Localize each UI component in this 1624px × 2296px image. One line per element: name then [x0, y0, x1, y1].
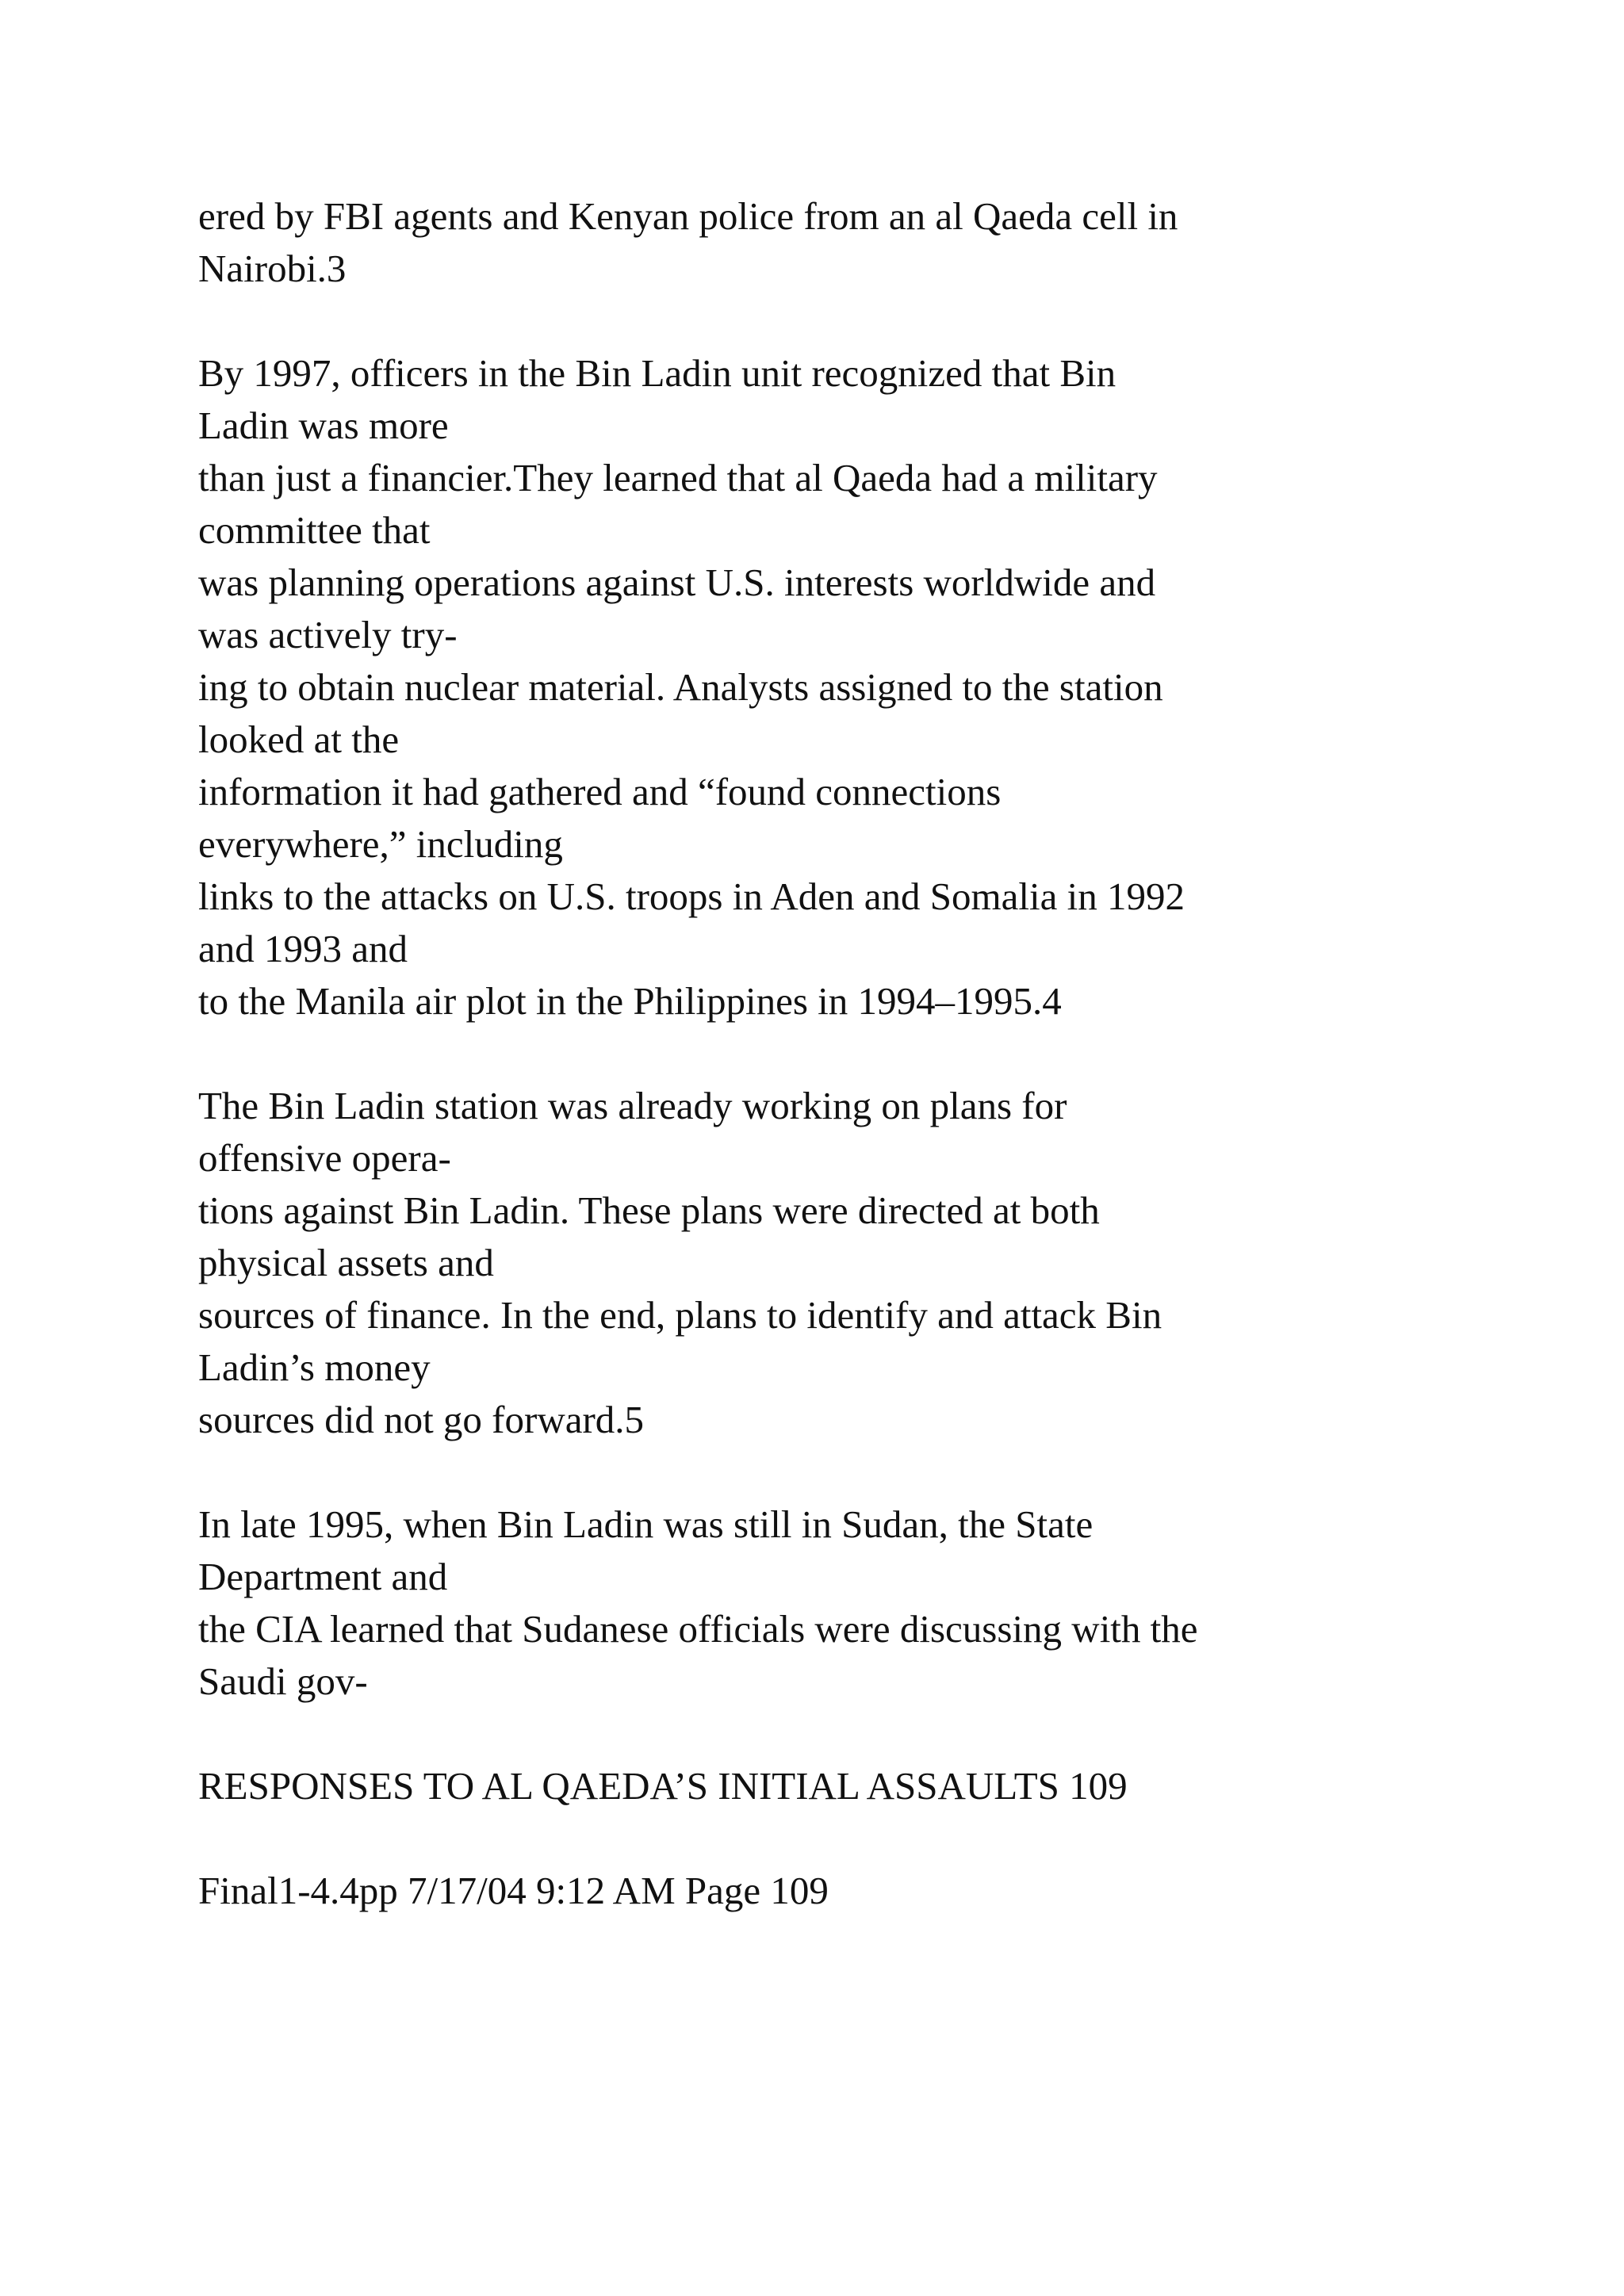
text-line: information it had gathered and “found connections: [198, 770, 1002, 813]
paragraph: [198, 190, 1499, 295]
text-line: offensive opera-: [198, 1136, 451, 1180]
text-line: By 1997, officers in the Bin Ladin unit recognized that Bin: [198, 351, 1116, 395]
text-line: Ladin was more: [198, 404, 449, 447]
text-line: looked at the: [198, 718, 400, 761]
text-line: ing to obtain nuclear material. Analysts assigned to the station: [198, 665, 1163, 709]
text-line: committee that: [198, 508, 431, 552]
text-line: and 1993 and: [198, 927, 408, 970]
print-slug: [198, 1865, 1499, 1917]
paragraph-spacer: [198, 295, 1499, 347]
text-line: Final1-4.4pp 7/17/04 9:12 AM Page 109: [198, 1869, 829, 1912]
paragraph-spacer: [198, 1708, 1499, 1760]
paragraph: [198, 1080, 1499, 1446]
text-line: ered by FBI agents and Kenyan police from an al Qaeda cell in: [198, 194, 1178, 238]
paragraph-spacer: [198, 1446, 1499, 1498]
paragraph: [198, 347, 1499, 1027]
text-line: The Bin Ladin station was already working on plans for: [198, 1084, 1067, 1127]
document-body: [198, 190, 1499, 1917]
text-line: sources of finance. In the end, plans to identify and attack Bin: [198, 1293, 1162, 1337]
text-line: everywhere,” including: [198, 822, 563, 866]
paragraph-spacer: [198, 1812, 1499, 1865]
text-line: Ladin’s money: [198, 1345, 431, 1389]
text-line: Nairobi.3: [198, 247, 347, 290]
text-line: the CIA learned that Sudanese officials were discussing with the: [198, 1607, 1198, 1651]
paragraph-spacer: [198, 1027, 1499, 1080]
running-footer-title: [198, 1760, 1499, 1812]
text-line: physical assets and: [198, 1241, 494, 1284]
text-line: sources did not go forward.5: [198, 1398, 645, 1441]
text-line: links to the attacks on U.S. troops in Aden and Somalia in 1992: [198, 874, 1185, 918]
text-line: In late 1995, when Bin Ladin was still in Sudan, the State: [198, 1502, 1094, 1546]
text-line: Saudi gov-: [198, 1659, 368, 1703]
text-line: Department and: [198, 1555, 448, 1598]
text-line: to the Manila air plot in the Philippines in 1994–1995.4: [198, 979, 1062, 1023]
text-line: than just a financier.They learned that al Qaeda had a military: [198, 456, 1158, 499]
paragraph: [198, 1498, 1499, 1708]
text-line: tions against Bin Ladin. These plans were directed at both: [198, 1188, 1100, 1232]
text-line: RESPONSES TO AL QAEDA’S INITIAL ASSAULTS 109: [198, 1764, 1128, 1808]
text-line: was actively try-: [198, 613, 458, 656]
text-line: was planning operations against U.S. interests worldwide and: [198, 561, 1156, 604]
